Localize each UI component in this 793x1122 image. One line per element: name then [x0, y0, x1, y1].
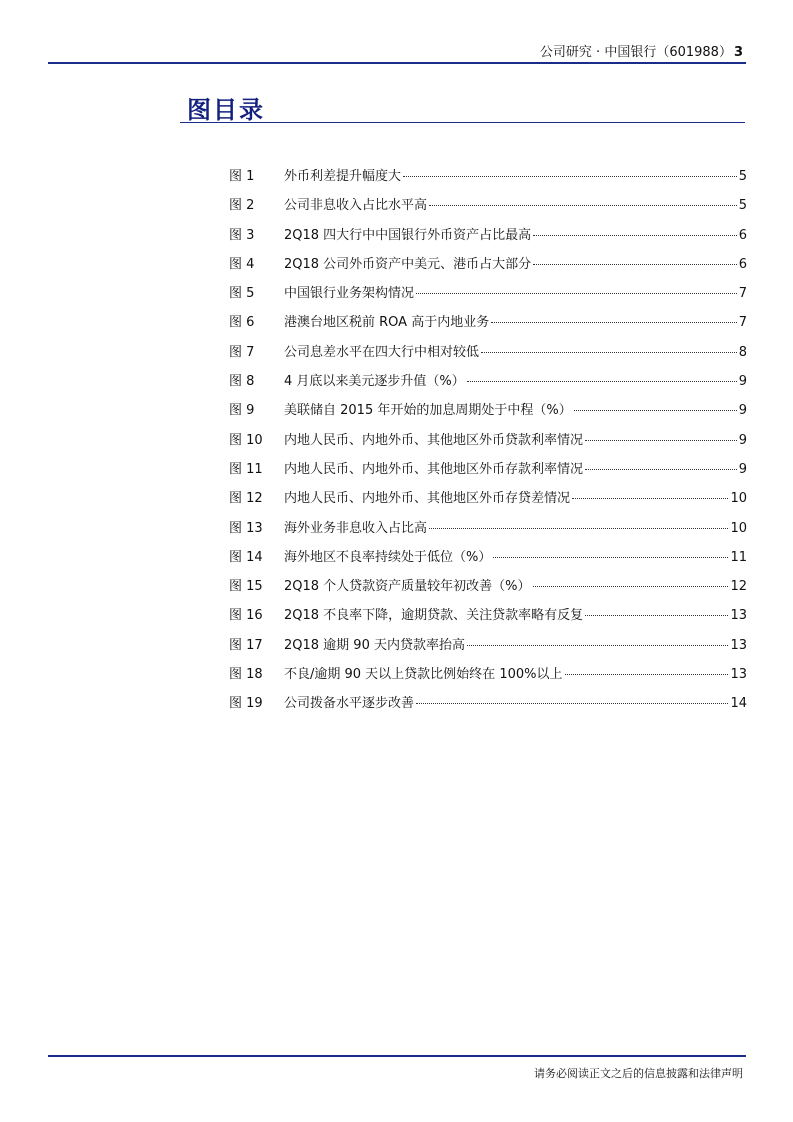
- toc-entry-page: 9: [738, 461, 747, 477]
- toc-entry-title: 港澳台地区税前 ROA 高于内地业务: [284, 315, 490, 331]
- toc-entry-label: 图 4: [229, 256, 255, 272]
- toc-entry-title: 不良/逾期 90 天以上贷款比例始终在 100%以上: [284, 667, 563, 683]
- toc-entry-label: 图 15: [229, 579, 263, 595]
- toc-dot-leader: [467, 645, 728, 646]
- toc-entry-page: 7: [738, 286, 747, 302]
- toc-entry-page: 6: [738, 227, 747, 243]
- toc-entry-page: 13: [730, 608, 747, 624]
- toc-entry-label: 图 8: [229, 374, 255, 390]
- toc-entry-title: 2Q18 四大行中中国银行外币资产占比最高: [284, 227, 532, 243]
- toc-entry-page: 9: [738, 432, 747, 448]
- toc-entry[interactable]: [229, 165, 747, 194]
- toc-entry-page: 6: [738, 256, 747, 272]
- toc-entry[interactable]: [229, 458, 747, 487]
- toc-entry-label: 图 14: [229, 549, 263, 565]
- toc-entry-page: 9: [738, 374, 747, 390]
- toc-entry-title: 2Q18 个人贷款资产质量较年初改善（%）: [284, 579, 531, 595]
- toc-entry-label: 图 12: [229, 491, 263, 507]
- toc-entry-page: 13: [730, 637, 747, 653]
- toc-dot-leader: [533, 264, 737, 265]
- toc-entry[interactable]: [229, 517, 747, 546]
- toc-entry-page: 9: [738, 403, 747, 419]
- toc-entry-title: 海外地区不良率持续处于低位（%）: [284, 549, 492, 565]
- toc-entry-title: 2Q18 不良率下降，逾期贷款、关注贷款率略有反复: [284, 608, 584, 624]
- toc-entry-label: 图 5: [229, 286, 255, 302]
- toc-dot-leader: [467, 381, 737, 382]
- toc-entry-title: 内地人民币、内地外币、其他地区外币存贷差情况: [284, 491, 571, 507]
- toc-dot-leader: [429, 205, 737, 206]
- toc-entry[interactable]: [229, 575, 747, 604]
- section-title: 图目录: [187, 96, 265, 124]
- footer-disclaimer: 请务必阅读正文之后的信息披露和法律声明: [534, 1067, 743, 1080]
- toc-entry[interactable]: [229, 253, 747, 282]
- toc-entry-label: 图 7: [229, 344, 255, 360]
- toc-entry-title: 公司息差水平在四大行中相对较低: [284, 344, 480, 360]
- toc-entry-label: 图 16: [229, 608, 263, 624]
- toc-dot-leader: [416, 703, 728, 704]
- toc-entry[interactable]: [229, 429, 747, 458]
- toc-entry-page: 5: [738, 169, 747, 184]
- toc-dot-leader: [491, 322, 737, 323]
- toc-dot-leader: [585, 615, 728, 616]
- toc-entry-label: 图 13: [229, 520, 263, 536]
- toc-entry-title: 内地人民币、内地外币、其他地区外币存款利率情况: [284, 461, 584, 477]
- toc-entry[interactable]: [229, 663, 747, 692]
- toc-entry-title: 公司拨备水平逐步改善: [284, 696, 415, 712]
- toc-entry-page: 10: [730, 491, 747, 507]
- toc-entry-page: 14: [730, 696, 747, 712]
- toc-entry[interactable]: [229, 546, 747, 575]
- toc-entry-page: 5: [738, 198, 747, 214]
- toc-entry-title: 公司非息收入占比水平高: [284, 198, 428, 214]
- toc-entry-label: 图 1: [229, 169, 255, 184]
- toc-dot-leader: [533, 586, 729, 587]
- toc-dot-leader: [585, 469, 737, 470]
- toc-entry[interactable]: [229, 282, 747, 311]
- toc-entry[interactable]: [229, 634, 747, 663]
- header-page-number: 3: [733, 45, 743, 60]
- toc-entry[interactable]: [229, 399, 747, 428]
- toc-dot-leader: [572, 498, 728, 499]
- toc-entry[interactable]: [229, 487, 747, 516]
- toc-entry-page: 11: [730, 549, 747, 565]
- header-title: 公司研究 · 中国银行（601988）: [539, 45, 732, 60]
- figure-list: [229, 165, 747, 722]
- toc-entry-title: 海外业务非息收入占比高: [284, 520, 428, 536]
- toc-entry[interactable]: [229, 370, 747, 399]
- toc-entry-label: 图 11: [229, 461, 263, 477]
- toc-entry-title: 2Q18 公司外币资产中美元、港币占大部分: [284, 256, 532, 272]
- toc-entry[interactable]: [229, 604, 747, 633]
- toc-entry-title: 中国银行业务架构情况: [284, 286, 415, 302]
- toc-dot-leader: [493, 557, 728, 558]
- toc-entry-page: 8: [738, 344, 747, 360]
- toc-entry-title: 4 月底以来美元逐步升值（%）: [284, 374, 465, 390]
- toc-entry-label: 图 6: [229, 315, 255, 331]
- toc-entry[interactable]: [229, 194, 747, 223]
- toc-entry[interactable]: [229, 341, 747, 370]
- toc-entry-label: 图 9: [229, 403, 255, 419]
- toc-entry[interactable]: [229, 224, 747, 253]
- toc-dot-leader: [585, 440, 737, 441]
- toc-entry-page: 13: [730, 667, 747, 683]
- toc-entry[interactable]: [229, 692, 747, 721]
- toc-entry-title: 外币利差提升幅度大: [284, 169, 402, 184]
- toc-dot-leader: [533, 235, 737, 236]
- toc-entry-title: 2Q18 逾期 90 天内贷款率抬高: [284, 637, 465, 653]
- footer-divider: [48, 1055, 746, 1057]
- toc-entry-label: 图 2: [229, 198, 255, 214]
- toc-dot-leader: [481, 352, 737, 353]
- header-divider: [48, 62, 746, 64]
- toc-entry-label: 图 3: [229, 227, 255, 243]
- toc-entry[interactable]: [229, 311, 747, 340]
- toc-entry-title: 内地人民币、内地外币、其他地区外币贷款利率情况: [284, 432, 584, 448]
- toc-dot-leader: [403, 176, 737, 177]
- toc-entry-page: 7: [738, 315, 747, 331]
- page-header: [540, 41, 743, 60]
- toc-dot-leader: [429, 528, 728, 529]
- title-divider: [180, 122, 745, 123]
- toc-entry-label: 图 17: [229, 637, 263, 653]
- toc-entry-label: 图 19: [229, 696, 263, 712]
- toc-entry-title: 美联储自 2015 年开始的加息周期处于中程（%）: [284, 403, 572, 419]
- toc-dot-leader: [574, 410, 737, 411]
- toc-dot-leader: [565, 674, 729, 675]
- toc-entry-label: 图 10: [229, 432, 263, 448]
- toc-entry-page: 12: [730, 579, 747, 595]
- toc-entry-label: 图 18: [229, 667, 263, 683]
- toc-dot-leader: [416, 293, 737, 294]
- toc-entry-page: 10: [730, 520, 747, 536]
